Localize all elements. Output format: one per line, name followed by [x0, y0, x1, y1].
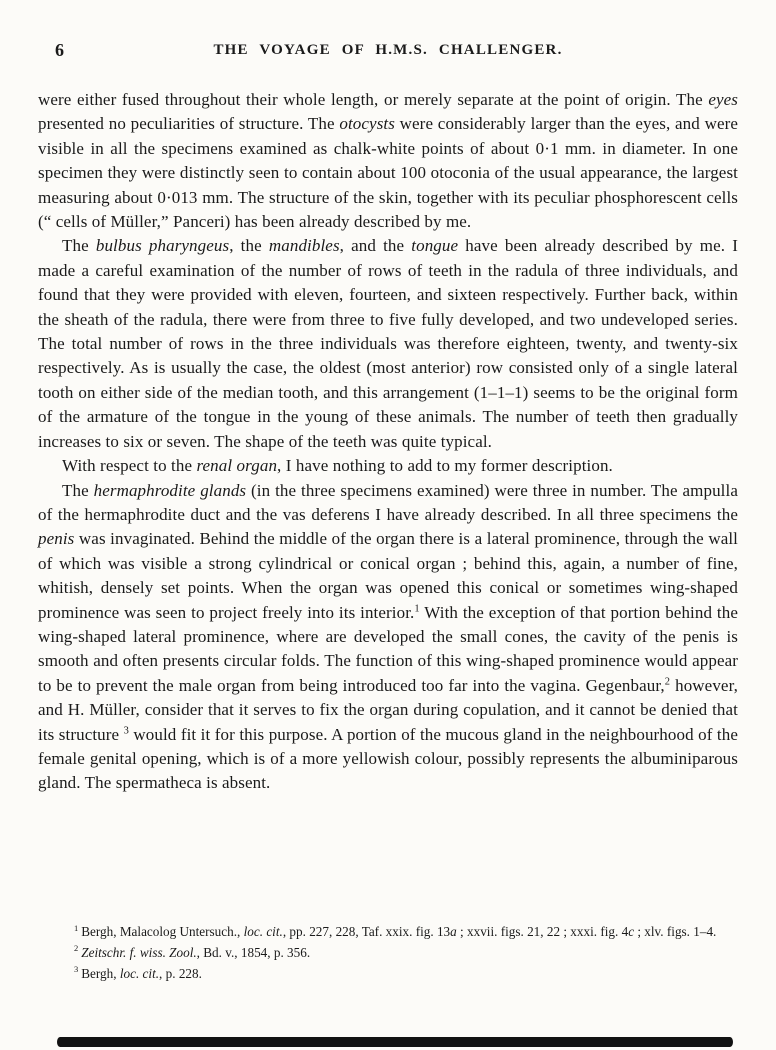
text-run: , p. 228.	[159, 965, 202, 981]
italic-text: hermaphrodite glands	[93, 480, 247, 500]
italic-text: c	[628, 924, 635, 939]
running-header	[0, 40, 776, 64]
running-title: THE VOYAGE OF H.M.S. CHALLENGER.	[213, 42, 563, 58]
footnote-marker: 2	[664, 676, 671, 688]
italic-text: mandibles	[268, 236, 340, 256]
italic-text: tongue	[411, 236, 459, 256]
text-run: presented no peculiarities of structure. The	[38, 114, 340, 134]
italic-text: loc. cit.	[119, 965, 160, 981]
footnote	[38, 943, 740, 964]
text-run: Bergh, Malacolog Untersuch.,	[81, 924, 244, 939]
page-number: 6	[55, 40, 64, 60]
footnote-marker: 1	[414, 602, 420, 614]
text-run: The	[62, 236, 96, 256]
italic-text: penis	[38, 529, 75, 549]
text-run: have been already described by me. I made a careful examination of the number of rows of teeth in the radula of three individuals, and found that they were provided with eleven, fourteen, and sixteen respectively. Further back, within the sheath of the radula, there were from three to five fully developed, and two undeveloped series. The total number of rows in the three individuals was therefore eighteen, twenty, and twenty-six respectively. As is usually the case, the oldest (most anterior) row consisted only of a single lateral tooth on either side of the median tooth, and this arrangement (1–1–1) seems to be the original form of the armature of the tongue in the young of these animals. The number of teeth then gradually increases to six or seven. The shape of the teeth was quite typical.	[38, 236, 738, 451]
text-run: however, and H. Müller, consider that it serves to fix the organ during copulation, and it cannot be denied that its structure	[38, 675, 739, 744]
italic-text: eyes	[708, 90, 738, 109]
text-run: (in the three specimens examined) were three in number. The ampulla of the hermaphrodite duct and the vas deferens I have already described. In all three specimens the	[38, 480, 738, 524]
text-run: ; xxvii. figs. 21, 22 ; xxxi. fig. 4	[456, 924, 629, 939]
scan-artifact-bar	[57, 1037, 733, 1047]
paragraph	[38, 454, 738, 478]
body-text	[38, 88, 738, 796]
italic-text: renal organ	[196, 456, 278, 476]
footnote	[38, 922, 740, 943]
text-run: , Bd. v., 1854, p. 356.	[196, 944, 311, 960]
italic-text: bulbus pharyngeus	[95, 236, 230, 256]
footnotes	[38, 922, 740, 984]
text-run: were considerably larger than the eyes, and were visible in all the specimens examined as chalk-white points of about 0·1 mm. in diameter. In one specimen they were distinctly seen to contain about 100 otoconia of the usual appearance, the largest measuring about 0·013 mm. The structure of the skin, together with its peculiar phosphorescent cells (“ cells of Müller,” Panceri) has been already described by me.	[38, 114, 738, 232]
footnote-number: 3	[74, 964, 79, 975]
text-run: ; xlv. figs. 1–4.	[634, 924, 717, 939]
italic-text: loc. cit.	[243, 924, 283, 939]
text-run: was invaginated. Behind the middle of the organ there is a lateral prominence, through the wall of which was visible a strong cylindrical or conical organ ; behind this, again, a number of fine, whitish, densely set points. When the organ was opened this conical or sometimes wing-shaped prominence was seen to project freely into its interior.	[38, 529, 738, 622]
paragraph	[38, 88, 738, 234]
italic-text: otocysts	[339, 114, 395, 134]
footnote-marker: 3	[123, 724, 129, 736]
text-run: The	[62, 480, 94, 500]
italic-text: a	[450, 924, 457, 939]
text-run: were either fused throughout their whole length, or merely separate at the point of origin. The	[38, 90, 709, 109]
paragraph	[38, 479, 738, 796]
footnote	[38, 964, 740, 985]
paragraph	[38, 234, 738, 454]
text-run: With respect to the	[62, 456, 197, 476]
text-run: , pp. 227, 228, Taf. xxix. fig. 13	[282, 924, 451, 939]
text-run: Bergh,	[81, 965, 120, 981]
text-run: , the	[229, 236, 269, 256]
footnote-number: 1	[74, 922, 79, 933]
text-run: With the exception of that portion behind the wing-shaped lateral prominence, where are developed the small cones, the cavity of the penis is smooth and often presents circular folds. The function of this wing-shaped prominence would appear to be to prevent the male organ from being introduced too far into the vagina. Gegenbaur,	[38, 602, 738, 695]
text-run: , and the	[339, 236, 412, 256]
text-run: would fit it for this purpose. A portion of the mucous gland in the neighbourhood of the female genital opening, which is of a more yellowish colour, possibly represents the albuminiparous gland. The spermatheca is absent.	[38, 724, 738, 793]
italic-text: Zeitschr. f. wiss. Zool.	[81, 944, 197, 960]
footnote-number: 2	[74, 943, 79, 954]
text-run: , I have nothing to add to my former description.	[277, 456, 613, 476]
